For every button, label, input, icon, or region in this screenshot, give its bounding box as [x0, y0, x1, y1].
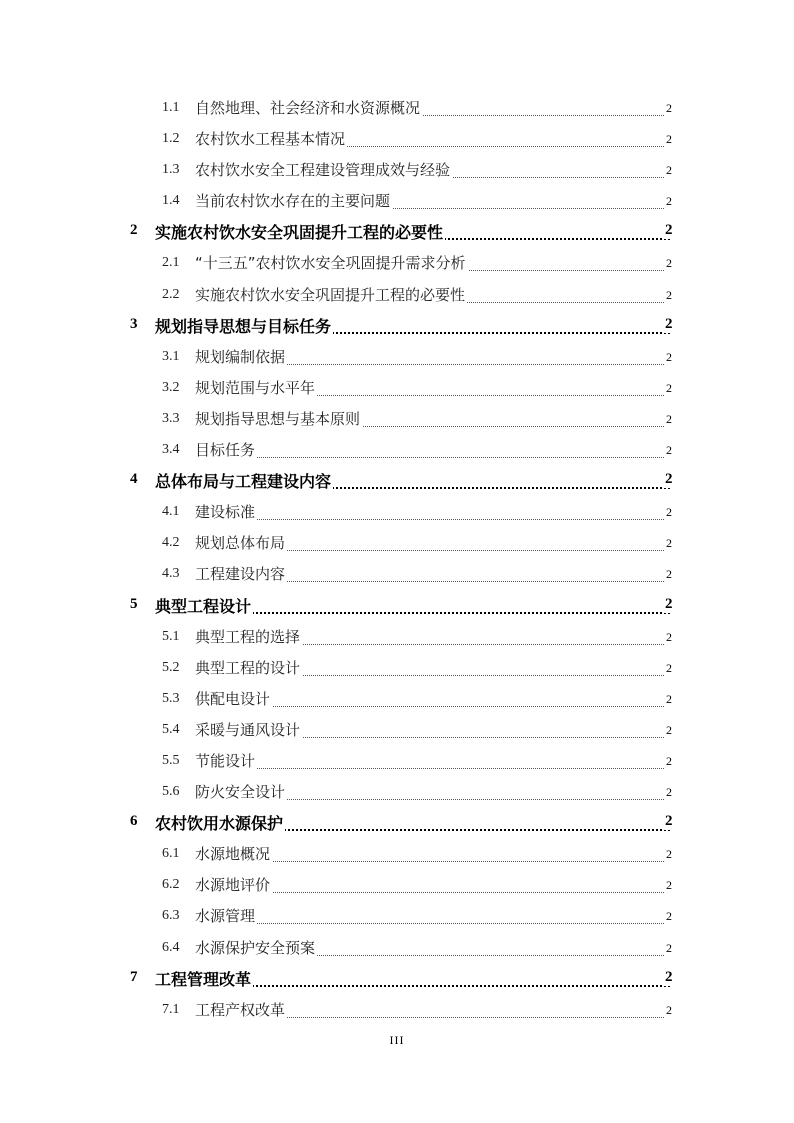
- toc-entry-page: 2: [666, 132, 672, 147]
- toc-entry-title: 规划范围与水平年: [195, 378, 316, 397]
- toc-entry-number: 4.1: [162, 504, 180, 520]
- toc-entry-number: 1.3: [162, 162, 180, 178]
- toc-entry-number: 4.2: [162, 535, 180, 551]
- toc-subsection-entry[interactable]: [0, 154, 794, 185]
- toc-entry-title: 目标任务: [195, 441, 256, 460]
- toc-subsection-entry[interactable]: [0, 341, 794, 372]
- toc-entry-number: 4: [130, 471, 138, 488]
- toc-entry-title: 工程建设内容: [195, 565, 286, 584]
- toc-entry-number: 6.1: [162, 846, 180, 862]
- toc-subsection-entry[interactable]: [0, 123, 794, 154]
- toc-entry-page: 2: [666, 722, 672, 737]
- toc-entry-title: 水源地评价: [195, 876, 271, 895]
- toc-entry-number: 1.4: [162, 193, 180, 209]
- toc-entry-title: 实施农村饮水安全巩固提升工程的必要性: [195, 285, 466, 304]
- toc-entry-number: 6.4: [162, 939, 180, 955]
- toc-section-entry[interactable]: [0, 216, 794, 247]
- toc-subsection-entry[interactable]: [0, 92, 794, 123]
- toc-subsection-entry[interactable]: [0, 683, 794, 714]
- toc-subsection-entry[interactable]: [0, 527, 794, 558]
- toc-entry-title: 实施农村饮水安全巩固提升工程的必要性: [155, 220, 445, 243]
- toc-entry-title: “十三五”农村饮水安全巩固提升需求分析: [195, 254, 466, 273]
- toc-entry-title: 防火安全设计: [195, 783, 286, 802]
- toc-entry-number: 2: [130, 222, 138, 239]
- toc-entry-title: 自然地理、社会经济和水资源概况: [195, 99, 421, 117]
- toc-entry-title: 供配电设计: [195, 689, 271, 708]
- toc-entry-number: 1.2: [162, 131, 180, 147]
- toc-entry-title: 规划指导思想与基本原则: [195, 409, 361, 428]
- toc-entry-number: 2.2: [162, 286, 180, 302]
- toc-entry-title: 工程管理改革: [155, 967, 253, 990]
- toc-subsection-entry[interactable]: [0, 621, 794, 652]
- toc-entry-title: 工程产权改革: [195, 1000, 286, 1019]
- toc-entry-title: 节能设计: [195, 751, 256, 770]
- toc-entry-title: 采暖与通风设计: [195, 720, 301, 739]
- toc-entry-page: 2: [666, 878, 672, 893]
- toc-entry-page: 2: [666, 411, 672, 426]
- toc-dot-leader: [200, 745, 664, 769]
- toc-entry-number: 7: [130, 968, 138, 985]
- toc-entry-title: 建设标准: [195, 503, 256, 522]
- toc-entry-page: 2: [666, 691, 672, 706]
- toc-entry-number: 3: [130, 315, 138, 332]
- toc-entry-number: 3.1: [162, 348, 180, 364]
- toc-subsection-entry[interactable]: [0, 372, 794, 403]
- toc-subsection-entry[interactable]: [0, 558, 794, 589]
- toc-subsection-entry[interactable]: [0, 652, 794, 683]
- toc-entry-page: 2: [666, 847, 672, 862]
- toc-entry-number: 5.6: [162, 784, 180, 800]
- toc-section-entry[interactable]: [0, 310, 794, 341]
- toc-subsection-entry[interactable]: [0, 838, 794, 869]
- toc-entry-number: 5.4: [162, 721, 180, 737]
- toc-subsection-entry[interactable]: [0, 745, 794, 776]
- toc-entry-page: 2: [666, 505, 672, 520]
- toc-entry-title: 典型工程的设计: [195, 658, 301, 677]
- toc-entry-page: 2: [666, 536, 672, 551]
- toc-entry-page: 2: [665, 813, 673, 830]
- toc-entry-number: 5.5: [162, 752, 180, 768]
- toc-entry-number: 6: [130, 813, 138, 830]
- toc-entry-page: 2: [666, 101, 672, 115]
- toc-dot-leader: [200, 496, 664, 520]
- toc-entry-page: 2: [666, 194, 672, 209]
- toc-section-entry[interactable]: [0, 963, 794, 994]
- toc-entry-title: 水源保护安全预案: [195, 938, 316, 957]
- toc-entry-page: 2: [665, 595, 673, 612]
- toc-entry-page: 2: [665, 222, 673, 239]
- toc-entry-title: 水源管理: [195, 907, 256, 926]
- toc-subsection-entry[interactable]: [0, 247, 794, 278]
- toc-entry-number: 7.1: [162, 1001, 180, 1017]
- toc-entry-page: 2: [666, 1002, 672, 1017]
- toc-entry-page: 2: [666, 567, 672, 582]
- toc-section-entry[interactable]: [0, 807, 794, 838]
- toc-entry-number: 5.3: [162, 690, 180, 706]
- toc-entry-page: 2: [666, 753, 672, 768]
- toc-entry-page: 2: [666, 256, 672, 271]
- toc-subsection-entry[interactable]: [0, 776, 794, 807]
- toc-dot-leader: [200, 434, 664, 458]
- toc-entry-page: 2: [665, 968, 673, 985]
- toc-entry-title: 当前农村饮水存在的主要问题: [195, 192, 391, 211]
- toc-entry-number: 3.2: [162, 379, 180, 395]
- toc-subsection-entry[interactable]: [0, 900, 794, 931]
- toc-entry-title: 典型工程的选择: [195, 627, 301, 646]
- toc-entry-number: 5: [130, 595, 138, 612]
- toc-entry-number: 5.2: [162, 659, 180, 675]
- toc-entry-title: 农村饮水工程基本情况: [195, 130, 346, 149]
- toc-section-entry[interactable]: [0, 465, 794, 496]
- table-of-contents: [0, 92, 794, 1025]
- toc-entry-page: 2: [666, 380, 672, 395]
- toc-entry-page: 2: [666, 909, 672, 924]
- toc-entry-title: 总体布局与工程建设内容: [155, 469, 333, 492]
- page-number-footer: III: [389, 1033, 405, 1047]
- toc-dot-leader: [200, 900, 664, 924]
- toc-entry-page: 2: [666, 443, 672, 458]
- toc-entry-number: 2.1: [162, 255, 180, 271]
- toc-entry-number: 1.1: [162, 100, 180, 115]
- toc-entry-number: 3.3: [162, 410, 180, 426]
- toc-entry-page: 2: [665, 315, 673, 332]
- toc-entry-number: 6.3: [162, 908, 180, 924]
- toc-subsection-entry[interactable]: [0, 279, 794, 310]
- toc-entry-title: 农村饮水安全工程建设管理成效与经验: [195, 161, 451, 180]
- toc-entry-number: 3.4: [162, 442, 180, 458]
- toc-entry-number: 4.3: [162, 566, 180, 582]
- toc-entry-number: 5.1: [162, 628, 180, 644]
- toc-entry-page: 2: [666, 785, 672, 800]
- toc-subsection-entry[interactable]: [0, 869, 794, 900]
- toc-entry-title: 水源地概况: [195, 845, 271, 864]
- toc-entry-title: 农村饮用水源保护: [155, 811, 285, 834]
- toc-entry-title: 规划编制依据: [195, 347, 286, 366]
- toc-entry-title: 规划指导思想与目标任务: [155, 314, 333, 337]
- toc-entry-title: 规划总体布局: [195, 534, 286, 553]
- toc-entry-number: 6.2: [162, 877, 180, 893]
- toc-entry-page: 2: [666, 163, 672, 178]
- toc-section-entry[interactable]: [0, 590, 794, 621]
- toc-subsection-entry[interactable]: [0, 185, 794, 216]
- toc-subsection-entry[interactable]: [0, 403, 794, 434]
- toc-entry-page: 2: [665, 471, 673, 488]
- toc-entry-page: 2: [666, 660, 672, 675]
- toc-entry-page: 2: [666, 940, 672, 955]
- toc-subsection-entry[interactable]: [0, 496, 794, 527]
- toc-entry-page: 2: [666, 349, 672, 364]
- toc-entry-title: 典型工程设计: [155, 594, 253, 617]
- toc-subsection-entry[interactable]: [0, 714, 794, 745]
- toc-entry-page: 2: [666, 629, 672, 644]
- toc-subsection-entry[interactable]: [0, 932, 794, 963]
- toc-entry-page: 2: [666, 287, 672, 302]
- toc-subsection-entry[interactable]: [0, 994, 794, 1025]
- toc-subsection-entry[interactable]: [0, 434, 794, 465]
